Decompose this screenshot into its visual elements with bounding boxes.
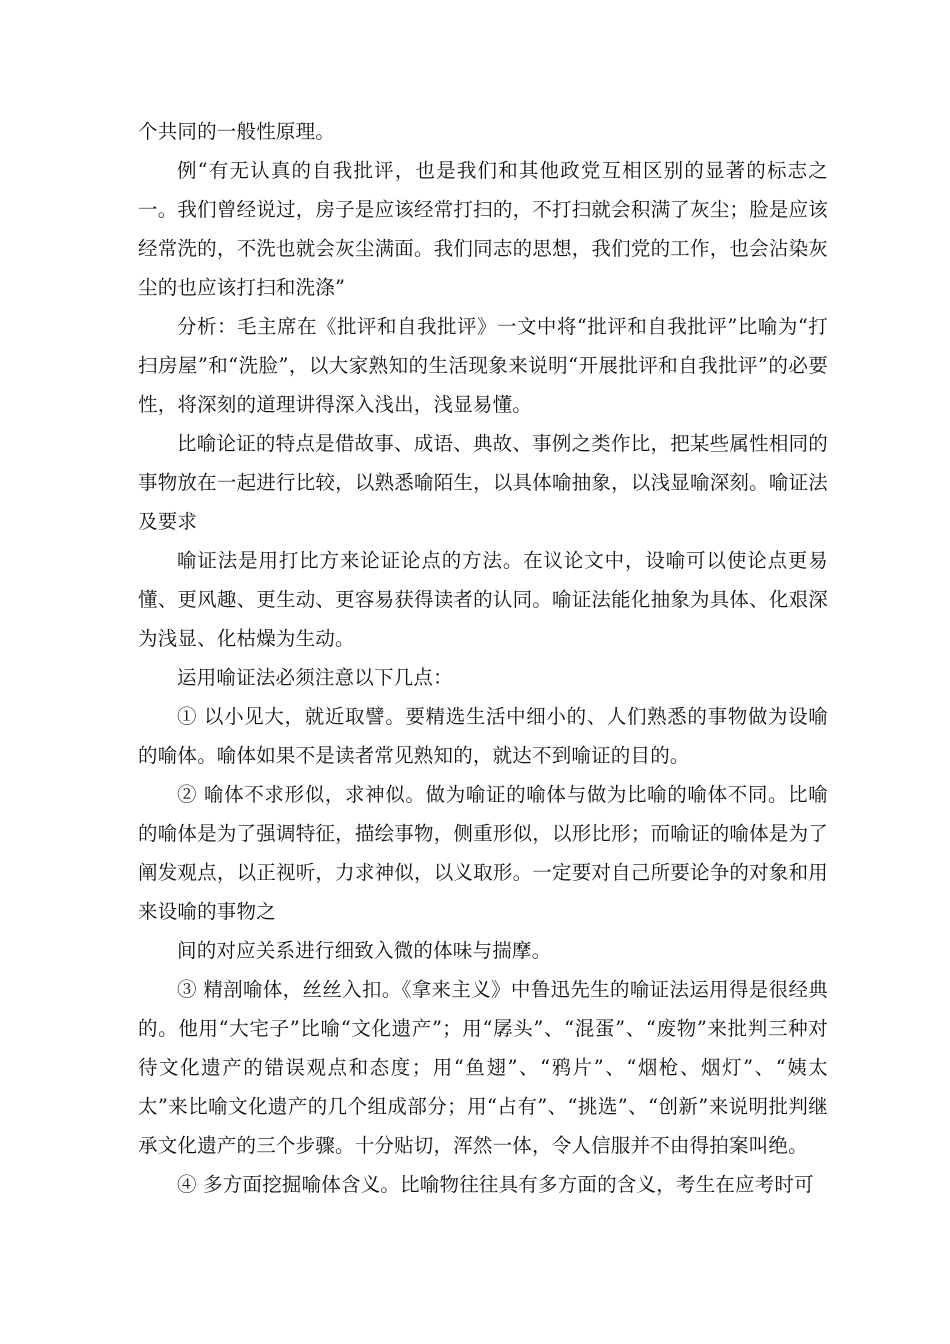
paragraph-continuation: 个共同的一般性原理。 — [138, 120, 336, 143]
paragraph-point-2-continued: 间的对应关系进行细致入微的体味与揣摩。 — [177, 939, 552, 962]
paragraph-point-3: ③ 精剖喻体，丝丝入扣。《拿来主义》中鲁迅先生的喻证法运用得是很经典的。他用“大宅子”比喻“文化遗产”；用“孱头”、“混蛋”、“废物”来批判三种对待文化遗产的错误观点和态度；用“鱼翅”、“鸦片”、“烟枪、烟灯”、“姨太太”来比喻文化遗产的几个组成部分；用“占有”、“挑选”、“创新”来说明批判继承文化遗产的三个步骤。十分贴切，浑然一体，令人信服并不由得拍案叫绝。 — [138, 978, 828, 1157]
paragraph-points-intro: 运用喻证法必须注意以下几点： — [177, 666, 453, 689]
paragraph-point-2: ② 喻体不求形似，求神似。做为喻证的喻体与做为比喻的喻体不同。比喻的喻体是为了强调特征，描绘事物，侧重形似，以形比形；而喻证的喻体是为了阐发观点，以正视听，力求神似，以义取形。一定要对自己所要论争的对象和用来设喻的事物之 — [138, 783, 828, 923]
paragraph-analysis: 分析：毛主席在《批评和自我批评》一文中将“批评和自我批评”比喻为“打扫房屋”和“洗脸”，以大家熟知的生活现象来说明“开展批评和自我批评”的必要性，将深刻的道理讲得深入浅出，浅显易懂。 — [138, 315, 828, 416]
paragraph-metaphor-features: 比喻论证的特点是借故事、成语、典故、事例之类作比，把某些属性相同的事物放在一起进行比较，以熟悉喻陌生，以具体喻抽象，以浅显喻深刻。喻证法及要求 — [138, 432, 828, 533]
paragraph-example-quote: 例“有无认真的自我批评，也是我们和其他政党互相区别的显著的标志之一。我们曾经说过，房子是应该经常打扫的，不打扫就会积满了灰尘；脸是应该经常洗的，不洗也就会灰尘满面。我们同志的思想，我们党的工作，也会沾染灰尘的也应该打扫和洗涤” — [138, 159, 828, 299]
paragraph-metaphor-method: 喻证法是用打比方来论证论点的方法。在议论文中，设喻可以使论点更易懂、更风趣、更生动、更容易获得读者的认同。喻证法能化抽象为具体、化艰深为浅显、化枯燥为生动。 — [138, 549, 828, 650]
paragraph-point-1: ① 以小见大，就近取譬。要精选生活中细小的、人们熟悉的事物做为设喻的喻体。喻体如果不是读者常见熟知的，就达不到喻证的目的。 — [138, 705, 828, 767]
document-page — [138, 112, 828, 1204]
paragraph-point-4: ④ 多方面挖掘喻体含义。比喻物往往具有多方面的含义，考生在应考时可 — [177, 1173, 814, 1196]
